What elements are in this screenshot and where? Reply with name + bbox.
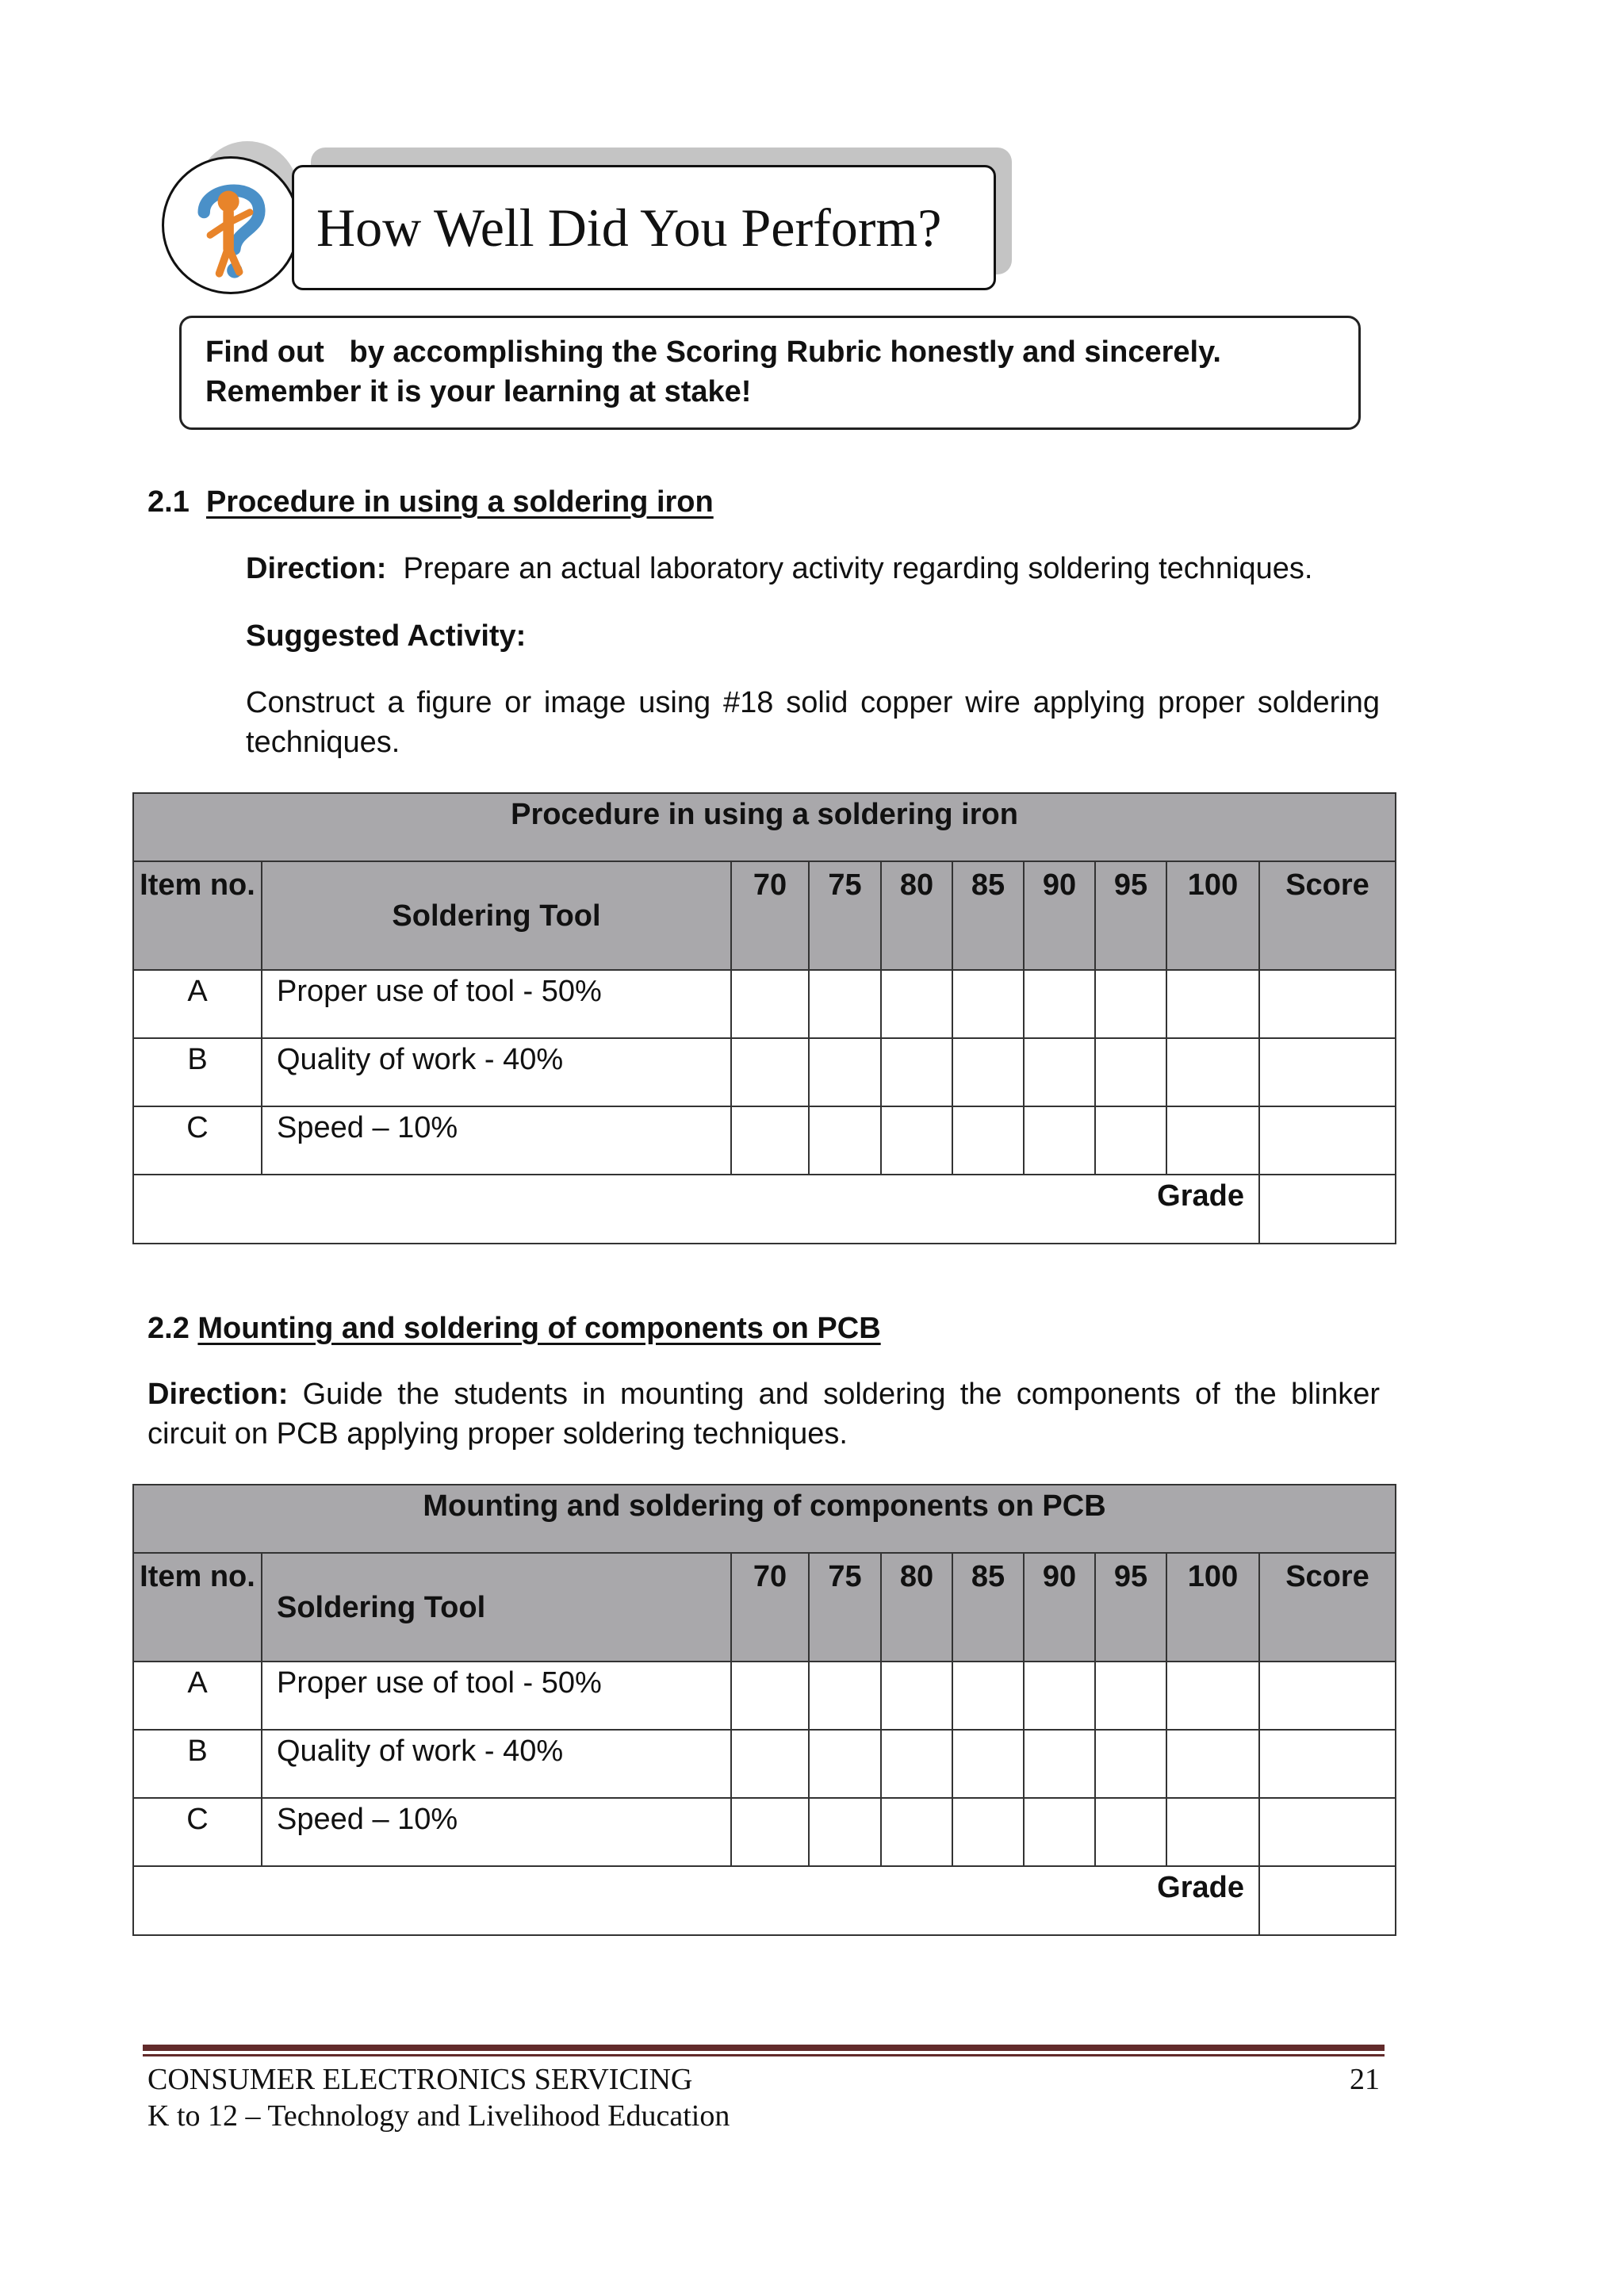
- score-header: Score: [1259, 861, 1396, 970]
- direction-label: Direction:: [246, 552, 387, 585]
- table-title: Mounting and soldering of components on PCB: [133, 1485, 1396, 1553]
- item-no: A: [133, 970, 262, 1038]
- item-no: A: [133, 1662, 262, 1730]
- table-row: [133, 1038, 1396, 1106]
- grade-row: [133, 1866, 1396, 1935]
- score-cell[interactable]: [731, 1798, 809, 1866]
- direction-label: Direction:: [147, 1378, 289, 1411]
- score-cell[interactable]: [1024, 1038, 1095, 1106]
- criteria: Quality of work - 40%: [262, 1730, 731, 1798]
- score-cell[interactable]: [809, 1662, 881, 1730]
- score-cell[interactable]: [881, 970, 952, 1038]
- criteria: Quality of work - 40%: [262, 1038, 731, 1106]
- score-column-100: 100: [1166, 861, 1259, 970]
- total-score-cell[interactable]: [1259, 970, 1396, 1038]
- score-cell[interactable]: [809, 1106, 881, 1175]
- suggested-activity-label: Suggested Activity:: [246, 619, 527, 653]
- score-column-75: 75: [809, 861, 881, 970]
- score-cell[interactable]: [952, 970, 1024, 1038]
- footer-rule: [143, 2045, 1385, 2051]
- score-cell[interactable]: [1095, 1106, 1166, 1175]
- score-cell[interactable]: [1166, 1038, 1259, 1106]
- score-cell[interactable]: [881, 1662, 952, 1730]
- score-column-90: 90: [1024, 861, 1095, 970]
- score-cell[interactable]: [1024, 970, 1095, 1038]
- score-cell[interactable]: [731, 1730, 809, 1798]
- score-cell[interactable]: [809, 1038, 881, 1106]
- grade-cell[interactable]: [1259, 1866, 1396, 1935]
- section-1-title: Procedure in using a soldering iron: [205, 485, 714, 519]
- intro-box: [179, 316, 1361, 430]
- score-cell[interactable]: [1024, 1730, 1095, 1798]
- score-column-90: 90: [1024, 1553, 1095, 1662]
- score-cell[interactable]: [731, 1106, 809, 1175]
- section-2-title: Mounting and soldering of components on PCB: [197, 1312, 881, 1345]
- item-no: B: [133, 1730, 262, 1798]
- criteria: Proper use of tool - 50%: [262, 1662, 731, 1730]
- score-cell[interactable]: [1095, 1038, 1166, 1106]
- score-cell[interactable]: [952, 1038, 1024, 1106]
- score-cell[interactable]: [952, 1730, 1024, 1798]
- table-row: [133, 1730, 1396, 1798]
- score-cell[interactable]: [881, 1798, 952, 1866]
- banner-title-box: [292, 165, 996, 290]
- score-cell[interactable]: [731, 970, 809, 1038]
- intro-line-1: Find out by accomplishing the Scoring Rubric honestly and sincerely.: [205, 335, 1221, 369]
- score-cell[interactable]: [809, 1798, 881, 1866]
- suggested-activity-text: Construct a figure or image using #18 solid copper wire applying proper soldering techniques.: [246, 686, 1380, 759]
- score-cell[interactable]: [809, 1730, 881, 1798]
- section-1-number: 2.1: [147, 485, 190, 519]
- score-column-80: 80: [881, 861, 952, 970]
- section-2-direction: [147, 1374, 1380, 1454]
- score-cell[interactable]: [1166, 1730, 1259, 1798]
- grade-cell[interactable]: [1259, 1175, 1396, 1244]
- question-mark-person-graphic: [164, 159, 297, 292]
- total-score-cell[interactable]: [1259, 1798, 1396, 1866]
- score-cell[interactable]: [731, 1038, 809, 1106]
- table-row: [133, 1798, 1396, 1866]
- soldering-tool-header: Soldering Tool: [262, 1553, 731, 1662]
- section-2-heading: [147, 1309, 881, 1348]
- item-no-header: Item no.: [133, 861, 262, 970]
- score-cell[interactable]: [1024, 1662, 1095, 1730]
- direction-text: Guide the students in mounting and soldering the components of the blinker circuit on PCB applying proper soldering techniques.: [147, 1378, 1380, 1451]
- page-number: 21: [1350, 2063, 1380, 2096]
- score-cell[interactable]: [1024, 1798, 1095, 1866]
- score-cell[interactable]: [1166, 970, 1259, 1038]
- total-score-cell[interactable]: [1259, 1038, 1396, 1106]
- total-score-cell[interactable]: [1259, 1106, 1396, 1175]
- score-column-95: 95: [1095, 861, 1166, 970]
- score-cell[interactable]: [1095, 970, 1166, 1038]
- score-column-85: 85: [952, 861, 1024, 970]
- score-column-70: 70: [731, 1553, 809, 1662]
- score-cell[interactable]: [952, 1106, 1024, 1175]
- item-no: C: [133, 1798, 262, 1866]
- item-no-header: Item no.: [133, 1553, 262, 1662]
- footer-course: CONSUMER ELECTRONICS SERVICING: [147, 2063, 693, 2096]
- criteria: Speed – 10%: [262, 1106, 731, 1175]
- footer-program: K to 12 – Technology and Livelihood Education: [147, 2099, 730, 2133]
- table-title-row: [133, 1485, 1396, 1553]
- page-title: How Well Did You Perform?: [316, 197, 942, 258]
- score-cell[interactable]: [1166, 1662, 1259, 1730]
- score-cell[interactable]: [881, 1730, 952, 1798]
- item-no: B: [133, 1038, 262, 1106]
- grade-label: Grade: [133, 1866, 1259, 1935]
- score-column-70: 70: [731, 861, 809, 970]
- score-column-75: 75: [809, 1553, 881, 1662]
- score-cell[interactable]: [1024, 1106, 1095, 1175]
- section-1-heading: [147, 482, 714, 522]
- table-row: [133, 970, 1396, 1038]
- total-score-cell[interactable]: [1259, 1662, 1396, 1730]
- criteria: Proper use of tool - 50%: [262, 970, 731, 1038]
- score-column-80: 80: [881, 1553, 952, 1662]
- question-mark-person-icon: [162, 156, 300, 294]
- score-column-85: 85: [952, 1553, 1024, 1662]
- section-1-direction: [246, 549, 1312, 588]
- intro-line-2: Remember it is your learning at stake!: [205, 375, 752, 408]
- rubric-table-2: [132, 1484, 1396, 1936]
- table-row: [133, 1106, 1396, 1175]
- score-cell[interactable]: [1095, 1730, 1166, 1798]
- table-row: [133, 1662, 1396, 1730]
- table-title-row: [133, 793, 1396, 861]
- score-cell[interactable]: [1166, 1798, 1259, 1866]
- total-score-cell[interactable]: [1259, 1730, 1396, 1798]
- grade-label: Grade: [133, 1175, 1259, 1244]
- score-cell[interactable]: [1166, 1106, 1259, 1175]
- score-column-95: 95: [1095, 1553, 1166, 1662]
- score-header: Score: [1259, 1553, 1396, 1662]
- score-cell[interactable]: [731, 1662, 809, 1730]
- score-cell[interactable]: [1095, 1798, 1166, 1866]
- score-cell[interactable]: [1095, 1662, 1166, 1730]
- soldering-tool-header: Soldering Tool: [262, 861, 731, 970]
- section-2-number: 2.2: [147, 1312, 190, 1345]
- rubric-table-1: [132, 792, 1396, 1244]
- item-no: C: [133, 1106, 262, 1175]
- criteria: Speed – 10%: [262, 1798, 731, 1866]
- score-column-100: 100: [1166, 1553, 1259, 1662]
- score-cell[interactable]: [881, 1038, 952, 1106]
- table-header-row: [133, 861, 1396, 970]
- score-cell[interactable]: [881, 1106, 952, 1175]
- score-cell[interactable]: [809, 970, 881, 1038]
- score-cell[interactable]: [952, 1798, 1024, 1866]
- grade-row: [133, 1175, 1396, 1244]
- table-header-row: [133, 1553, 1396, 1662]
- score-cell[interactable]: [952, 1662, 1024, 1730]
- footer-rule-thin: [143, 2054, 1385, 2056]
- direction-text: Prepare an actual laboratory activity regarding soldering techniques.: [403, 552, 1313, 585]
- table-title: Procedure in using a soldering iron: [133, 793, 1396, 861]
